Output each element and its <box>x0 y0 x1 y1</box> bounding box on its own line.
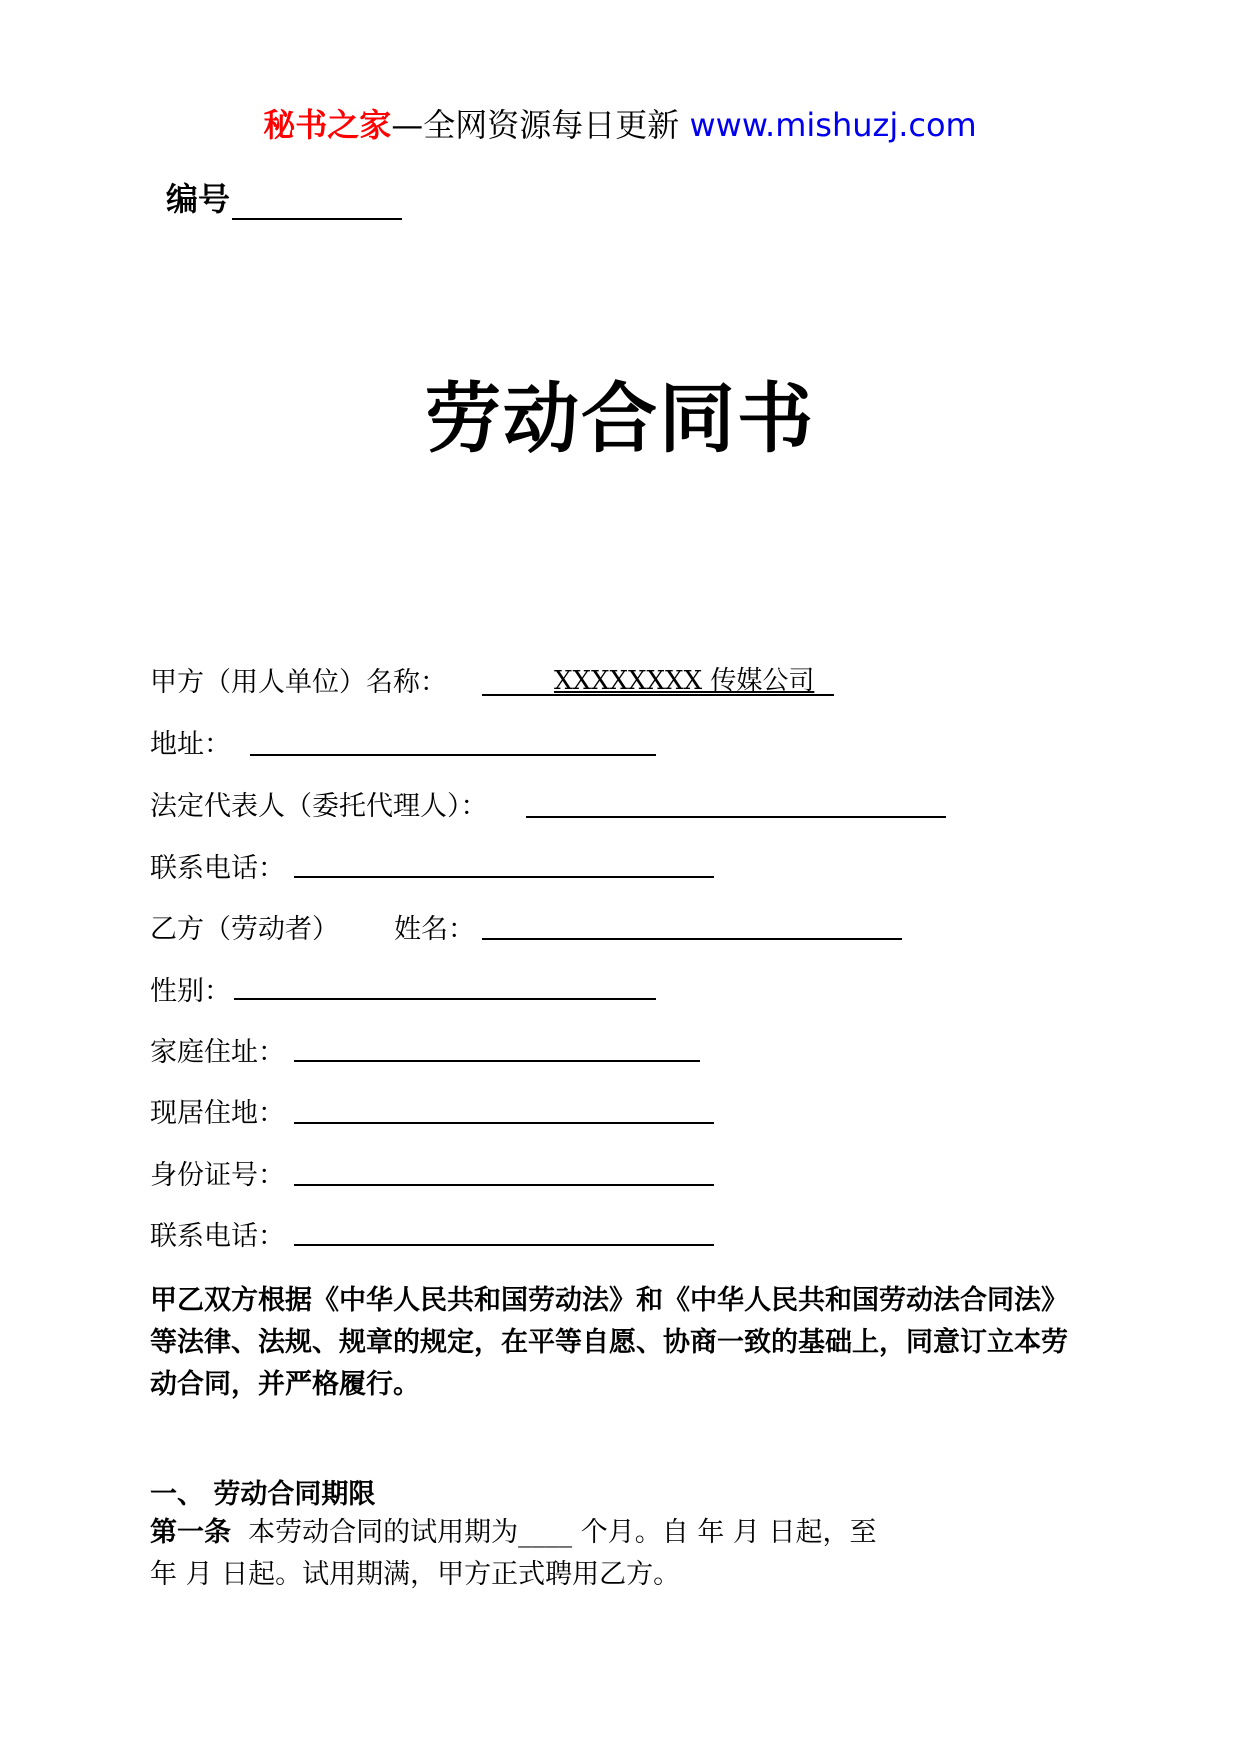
article-1-line-1 <box>150 1510 877 1549</box>
party-a-name-label: 甲方（用人单位）名称： <box>150 667 447 698</box>
header-line <box>0 100 1240 146</box>
contract-number <box>166 174 402 220</box>
id-number-field[interactable] <box>294 1184 714 1186</box>
legal-rep-label: 法定代表人（委托代理人）： <box>150 791 488 822</box>
phone-b-field[interactable] <box>294 1244 714 1246</box>
party-b-label: 乙方（劳动者） <box>150 914 339 945</box>
brand-name: 秘书之家 <box>263 106 392 144</box>
name-label: 姓名： <box>394 914 475 945</box>
party-a-name-value: XXXXXXXX 传媒公司 <box>554 666 815 696</box>
phone-a-field[interactable] <box>294 876 714 878</box>
intro-paragraph: 甲乙双方根据《中华人民共和国劳动法》和《中华人民共和国劳动法合同法》等法律、法规、规章的规定，在平等自愿、协商一致的基础上，同意订立本劳动合同，并严格履行。 <box>150 1285 1068 1400</box>
name-field[interactable] <box>482 938 902 940</box>
article-1-line-2: 年 月 日起。试用期满，甲方正式聘用乙方。 <box>150 1559 681 1590</box>
gender-field[interactable] <box>234 998 656 1000</box>
article-1-text-1: 本劳动合同的试用期为____ 个月。自 年 月 日起，至 <box>248 1517 877 1548</box>
address-field[interactable] <box>250 754 656 756</box>
site-url-link[interactable]: www.mishuzj.com <box>689 106 977 144</box>
address-label: 地址： <box>150 729 231 760</box>
document-title: 劳动合同书 <box>425 374 815 463</box>
phone-a-label: 联系电话： <box>150 853 285 884</box>
legal-rep-field[interactable] <box>526 816 946 818</box>
id-number-label: 身份证号： <box>150 1160 285 1191</box>
section-1-heading: 一、 劳动合同期限 <box>150 1479 376 1510</box>
home-address-field[interactable] <box>294 1060 700 1062</box>
contract-number-field[interactable] <box>232 184 402 220</box>
contract-number-label: 编号 <box>166 180 231 218</box>
gender-label: 性别： <box>150 976 231 1007</box>
article-1-label: 第一条 <box>150 1517 231 1548</box>
home-address-label: 家庭住址： <box>150 1037 285 1068</box>
phone-b-label: 联系电话： <box>150 1221 285 1252</box>
current-address-label: 现居住地： <box>150 1098 285 1129</box>
slogan: —全网资源每日更新 <box>391 106 680 144</box>
current-address-field[interactable] <box>294 1122 714 1124</box>
